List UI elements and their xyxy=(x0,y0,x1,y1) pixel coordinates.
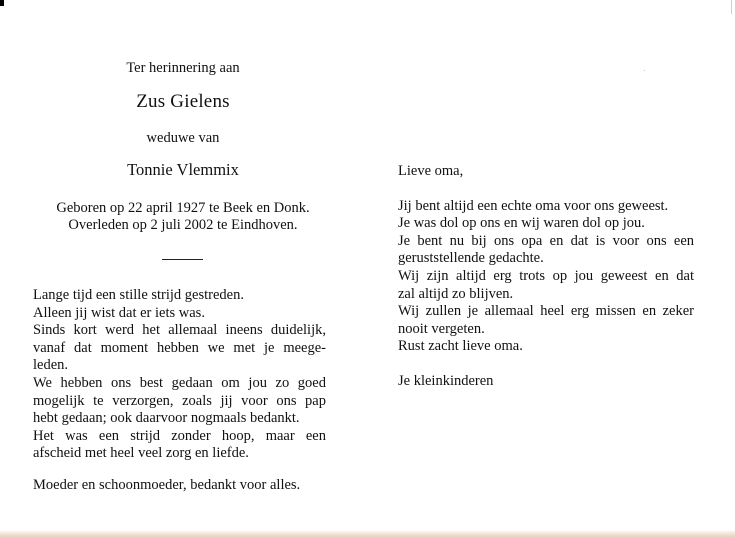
greeting: Lieve oma, xyxy=(398,163,464,179)
message-line: Je was dol op ons en wij waren dol op jou. xyxy=(398,215,645,232)
poem-line: Het was een strijd zonder hoop, maar een xyxy=(33,427,326,444)
poem-line: mogelijk te verzorgen, zoals jij voor ons pap xyxy=(33,392,326,409)
poem-line: Lange tijd een stille strijd gestreden. xyxy=(33,287,244,303)
message-line: Je bent nu bij ons opa en dat is voor ons een xyxy=(398,232,694,249)
scan-speck xyxy=(644,70,645,71)
death-line: Overleden op 2 juli 2002 te Eindhoven. xyxy=(68,217,298,233)
message-line: Jij bent altijd een echte oma voor ons geweest. xyxy=(398,197,669,214)
poem-line: Sinds kort werd het allemaal ineens duidelijk, xyxy=(33,322,326,339)
card-bottom-edge xyxy=(0,530,735,538)
poem-line: We hebben ons best gedaan om jou zo goed xyxy=(33,374,326,391)
poem xyxy=(33,287,326,463)
poem-line: hebt gedaan; ook daarvoor nogmaals bedankt. xyxy=(33,410,300,427)
signature: Je kleinkinderen xyxy=(398,372,494,389)
message-line: nooit vergeten. xyxy=(398,320,485,337)
grandchildren-message xyxy=(398,163,694,391)
message-body xyxy=(398,198,694,356)
spouse-name: Tonnie Vlemmix xyxy=(127,160,239,179)
relation-text: weduwe van xyxy=(146,130,220,146)
message-line: Rust zacht lieve oma. xyxy=(398,338,523,355)
life-dates xyxy=(33,200,333,234)
divider-line xyxy=(162,259,203,260)
message-line: Wij zijn altijd erg trots op jou geweest en dat xyxy=(398,267,694,284)
intro-text: Ter herinnering aan xyxy=(126,60,240,76)
message-line: Wij zullen je allemaal heel erg missen en zeker xyxy=(398,303,694,320)
poem-line: leden. xyxy=(33,357,69,374)
deceased-name: Zus Gielens xyxy=(136,91,230,112)
message-line: geruststellende gedachte. xyxy=(398,250,544,267)
message-line: zal altijd zo blijven. xyxy=(398,285,514,302)
poem-line: afscheid met heel veel zorg en liefde. xyxy=(33,445,249,462)
poem-line: Alleen jij wist dat er iets was. xyxy=(33,304,205,321)
closing-line: Moeder en schoonmoeder, bedankt voor alles. xyxy=(33,477,301,493)
poem-line: vanaf dat moment hebben we met je meege- xyxy=(33,339,326,356)
scan-corner-mark xyxy=(0,0,4,6)
scan-edge-mark xyxy=(731,0,732,14)
birth-line: Geboren op 22 april 1927 te Beek en Donk. xyxy=(56,200,310,216)
